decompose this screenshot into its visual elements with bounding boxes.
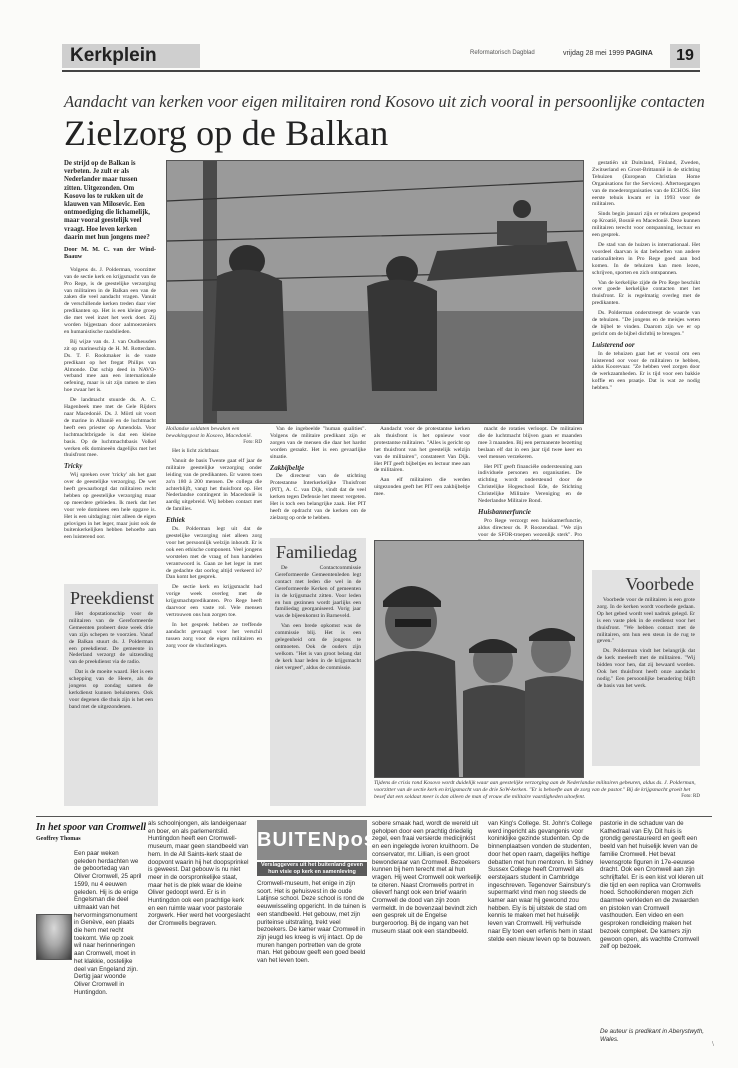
paragraph: gestatiën uit Duitsland, Finland, Zweden, Zwitserland en Groot-Brittannië in de stichting Tehuizen (European Christian Home Organisations for the Services). Aftertoegangen van de moederorganisaties van de ECHOS. Het eerste tehuis kwam er in 1993 voor de militairen. xyxy=(592,160,700,208)
masthead-rule xyxy=(62,70,700,72)
photo-caption xyxy=(166,426,262,446)
box-title: Familiedag xyxy=(276,542,357,562)
subheading: Zakbijbeltje xyxy=(270,463,305,472)
paragraph: Het PIT geeft financiële ondersteuning aan individuele personen en organisaties. De stichting wordt ondersteund door de Christelijke Hogeschool Ede, de Stichting Christelijke Militaire Vereniging en de Nederlandse Militaire Bond. xyxy=(478,463,582,505)
article-column-5 xyxy=(478,426,582,538)
buitenpost-logo: BUITENpost xyxy=(257,820,367,860)
soldiers-closeup-photo xyxy=(374,540,584,778)
subheading: Tricky xyxy=(64,462,83,471)
paragraph: Ds. Polderman legt uit dat de geestelijke verzorging niet alleen zorg voor het persoonlijk welzijn inhoudt. Er is ook een ethische component. Veel jongens worstelen met de vraag of hun handelen verantwoord is. Gaan ze het leger in met de gedachte dat oorlog altijd verkeerd is? Dan komt het gesprek. xyxy=(166,526,262,581)
paragraph: als schoolnjongen, als landeigenaar en boer, en als parlementslid. Huntingdon heeft een Cromwell-museum, maar geen standbeeld van hem. In de All Saints-kerk staat de doopvont waarin hij het doopsprinkel is geweest. Dat gebouw is nu niet meer in de oorspronkelijke staat, maar het is de plek waar de kleine Oliver gedoopt werd. Er is in Huntingdon ook een prachtige kerk en een ruimte waar voor pastorale zorgwerk. Hier werd het voorgeslacht der Cromwells begraven. xyxy=(148,820,251,928)
paragraph: Van de kerkelijke zijde de Pro Rege beschikt over goede kerkelijke contacten met het thuisfront. Er is regelmatig overleg met de predikanten. xyxy=(592,279,700,307)
page-label: PAGINA xyxy=(626,50,653,57)
article-column-3 xyxy=(270,426,366,532)
box-text xyxy=(270,565,366,801)
paragraph: Wij spreken over 'tricky' als het gaat over de geestelijke verzorging. De wet heeft gewaarborgd dat militairen recht hebben op geestelijke verzorging maar op meerdere gebieden. Ik merk dat het voor vele dominees een hele opgave is. Het is een uitdaging: niet alleen de eigen gelovigen in het leger, maar juist ook de buitenkerkelijken hebben behoefte aan een luisterend oor. xyxy=(64,472,156,541)
paragraph: Van de ingebeelde "human qualities". Volgens de militaire predikant zijn er zorgen van de mensen die daar het hardst worden geraakt. Het is een gevaarlijke situatie. xyxy=(270,426,366,460)
paragraph: macht de rotaties verloopt. De militairen die de luchtmacht blijven gaan er maanden mee 3 maanden. Bij een permanente bezetting beslaan elf dat in een jaar tijd twee keer en veel mensen verzekeren. xyxy=(478,426,582,460)
paragraph: De stad van de huizen is internationaal. Het voordeel daarvan is dat behoeften van andere nationaliteiten in Pro Rege goed aan bod komen. In de tehuizen kan men lezen, schrijven, sporten en zich ontspannen. xyxy=(592,241,700,276)
paragraph: Aandacht voor de protestantse kerken als thuisfront is het opnieuw voor protestantse militairen. "Alles is gericht op het thuisfront van het geestelijk welzijn van de militairen", constateert Van Dijk. Het PIT geeft bijbeltjes en lectuur mee aan de militairen. xyxy=(374,426,470,474)
newspaper-name: Reformatorisch Dagblad xyxy=(470,50,535,56)
paragraph: De Contactcommissie Gereformeerde Gemeentenleden legt contact met leden die wel in de Gereformeerde Kerken of gemeenten in de krijgsmacht zitten. Voor leden en hun gezinnen wordt jaarlijks een familiedag georganiseerd. Vorig jaar was de bijeenkomst in Barneveld. xyxy=(275,565,361,620)
soldiers-photo-illustration xyxy=(167,161,583,423)
box-title: Voorbede xyxy=(625,574,694,594)
box-text xyxy=(64,611,158,801)
closeup-photo-caption xyxy=(374,780,700,810)
subheading: Luisterend oor xyxy=(592,340,635,349)
bottom-column-1 xyxy=(36,850,142,1040)
author-signoff: De auteur is predikant in Aberystwyth, Wales. xyxy=(600,1028,704,1043)
familiedag-box xyxy=(270,538,366,806)
photo-credit: Foto: RD xyxy=(681,793,700,799)
paragraph: Voorbede voor de militairen is een grote zorg. In de kerken wordt voorbede gedaan. Op het gebed wordt veel nadruk gelegd. Er is een vaste plek in de eredienst voor het thuisfront. "We hebben contact met de militairen, om hun een steun in de rug te geven." xyxy=(597,597,695,645)
bottom-column-5 xyxy=(488,820,594,1040)
column-author: Geoffrey Thomas xyxy=(36,836,81,842)
photo-credit: Foto: RD xyxy=(243,439,262,445)
paragraph: Vanuit de basis Twente gaat elf jaar de militaire geestelijke verzorging onder leiding van de predikanten. Er waren toen zo'n 180 à 200 mensen. De collega die achterblijft, vangt het thuisfront op. Het Nederlandse contingent in Macedonië is aardig uitgebreid. Wij hebben contact met de families. xyxy=(166,457,262,513)
column-title: In het spoor van Cromwell xyxy=(36,822,147,833)
article-column-1 xyxy=(64,160,156,580)
preekdienst-box xyxy=(64,584,158,806)
article-column-2 xyxy=(166,448,262,806)
bottom-column-3 xyxy=(257,880,367,1040)
paragraph: pastorie in de schaduw van de Kathedraal van Ely. Dit huis is grondig gerestaureerd en geeft een beeld van het huiselijk leven van de familie Cromwell. Het bevat levensgrote figuren in 17e-eeuwse dracht. Ook een Cromwell aan zijn schrijftafel. Er is een kist vol kleren uit die tijd en een replica van Cromwells hoed. Schoolkinderen mogen zich daarmee verkleden en de zwaarden en pistolen van Cromwell vasthouden. Een video en een gesproken rondleiding maken het bezoek compleet. De kamers zijn gewoon open, als wachtte Cromwell zelf op bezoek. xyxy=(600,820,704,951)
soldiers-photo xyxy=(166,160,584,424)
voorbede-box xyxy=(592,570,700,766)
corner-mark: \ xyxy=(712,1040,714,1048)
issue-date xyxy=(563,50,653,57)
paragraph: De directeur van de stichting Protestantse Interkerkelijke Thuisfront (PIT), A. C. van Dijk, vindt dat de veel kerken tegen Defensie het meest vergeten. Het is toch een belangrijke zaak. Het PIT heeft de opdracht van de kerken om de zielzorg op orde te hebben. xyxy=(270,473,366,521)
buitenpost-tagline: Verslaggevers uit het buitenland geven hun visie op kerk en samenleving xyxy=(257,862,367,876)
paragraph: sobere smaak had, wordt de wereld uit geholpen door een prachtig driedelig zegel, een fraai versierde medicijnkist en een ingelegde ivoren kruithoorn. De conservator, mr. Lillian, is een groot bewonderaar van Cromwell. Bezoekers kunnen bij hem terecht met al hun vragen. Hij weet Cromwell ook werkelijk te citeren. Naast Cromwells portret in olieverf hangt ook een brief waarin Cromwell de dood van zijn zoon vermeldt. In de bovenzaal bevindt zich een gesprek uit de Engelse burgeroorlog. Bij de ingang van het museum staat ook een standbeeld. xyxy=(372,820,482,935)
article-headline: Zielzorg op de Balkan xyxy=(64,113,389,153)
caption-text: Tijdens de crisis rond Kosovo wordt duidelijk waar aan geestelijke verzorging aan de Nederlandse militairen gebeuren, aldus ds. J. Polderman, voorzitter van de sectie kerk en krijgsmacht van de drie SoW-kerken. "Er is behoefte aan de zorg van de pastor." Bij de krijgsmacht groeit het besef dat een soldaat meer is dan alleen de man of vrouw die militaire vaardigheden uitoefent. xyxy=(374,780,696,800)
paragraph: In de tehuizen gaat het er vooral om een luisterend oor voor de militairen te hebben, aldus Koorevaar. "Ze hebben veel zorgen door de werkzaamheden. Er is tijd voor een bakkie koffie en een praatje. Dat is wat ze nodig hebben." xyxy=(592,350,700,392)
paragraph: Van een brede opkomst was de commissie blij. Het is een gelegenheid om de jongens te ontmoeten. Ook de ouders zijn welkom. "Het is van groot belang dat de kerk haar leden in de krijgsmacht niet vergeet", aldus de commissie. xyxy=(275,623,361,671)
paragraph: Ds. Polderman vindt het belangrijk dat de kerk meeleeft met de militairen. "Wij bidden voor hen, dat zij bewaard worden. Ook het thuisfront heeft onze aandacht nodig." Een persoonlijke benadering blijft de basis van het werk. xyxy=(597,648,695,689)
article-kicker: Aandacht van kerken voor eigen militairen rond Kosovo uit zich vooral in persoonlijke contacten xyxy=(64,92,705,111)
paragraph: In het gesprek hebben ze treffende aandacht gevraagd voor het verschil tussen zorg voor de eigen militairen en zorg voor de vluchtelingen. xyxy=(166,621,262,649)
section-rule xyxy=(36,816,712,817)
paragraph: Ds. Polderman onderstreept de waarde van de tehuizen. "De jongens en de meisjes weten de bijbel te vinden. Daarom zijn we er op gericht om de bijbel dichtbij te brengen." xyxy=(592,310,700,337)
box-title: Preekdienst xyxy=(70,588,154,608)
article-column-6 xyxy=(592,160,700,566)
paragraph: De sectie kerk en krijgsmacht had vorige week overleg met de krijgsmachtpredikanten. Pro Rege heeft daarvoor een vaste rol. Vele mensen vertrouwen ons hun zorgen toe. xyxy=(166,584,262,618)
caption-text: Hollandse soldaten bewaken een bewakingspost in Kosovo, Macedonië. xyxy=(166,426,252,439)
paragraph: Het is licht zichtbaar. xyxy=(172,448,220,454)
subheading: Ethiek xyxy=(166,516,186,525)
page-number: 19 xyxy=(670,44,700,68)
bottom-column-2 xyxy=(148,820,252,1040)
issue-date-text: vrijdag 28 mei 1999 xyxy=(563,50,625,57)
paragraph: Bij wijze van ds. J. van Oudheusden zit op marineschip de H. M. Rotterdam. Ds. T. F. Rookmaker is de vaste predikant op het fregat Philips van Almonde. Dat schip deed in NAVO-verband mee aan een internationale oefening, maar is uit zijn ramen te zien hoe zwaar het is. xyxy=(64,338,156,394)
paragraph: Dat is de moeite waard. Het is een schepping van de Heere, als de jongens op zondag samen de kerkdienst kunnen beluisteren. Ook voor degenen die thuis zijn is het een band met de uitgezondenen. xyxy=(69,669,153,710)
paragraph: Volgens ds. J. Polderman, voorzitter van de sectie kerk en krijgsmacht van de Pro Rege, is de geestelijke verzorging van militairen in de Balkan een van de zaken die veel aandacht vragen. Vanuit de verschillende kerken treden daar vier predikanten op. Het is een kleine groep die met veel inzet het werk doet. Zij worden bijgestaan door aalmoezeniers en humanistische raadslieden. xyxy=(64,266,156,335)
paragraph: De landmacht stuurde ds. A. C. Hagenbeek mee met de Gele Rijders naar Macedonië. Ds. J. Mörtl uit voort de marine in Albanië en de luchtmacht heeft een priester op Amendola. Voor luchtmachtbrigade is dat een kleine basis. Op de luchtmachtbasis Volkel werken elk domineeën dagelijks met het thuisfront mee. xyxy=(64,397,156,459)
article-column-4 xyxy=(374,426,470,532)
subheading: Huisbannerfuncie xyxy=(478,507,531,516)
paragraph: Een paar weken geleden herdachten we de geboortedag van Oliver Cromwell, 25 april 1599, nu 4 eeuwen geleden. Hij is de enige Engelsman die deel uitmaakt van het hervormingsmonument in Genève, een plaats die hem met recht toekomt. Wie op zoek wil naar herinneringen aan Cromwell, moet in het klakkie, oostelijke deel van Engeland zijn. Dertig jaar woonde Oliver Cromwell in Huntingdon. xyxy=(74,850,142,996)
bottom-column-4 xyxy=(372,820,482,1040)
soldiers-closeup-illustration xyxy=(375,541,583,777)
paragraph: Pro Rege verzorgt een huiskamerfunctie, aldus directeur ds. P. Roozendaal. "We zijn voor de SFOR-troepen wezenlijk sterk". Pro xyxy=(478,517,582,538)
article-lead: De strijd op de Balkan is verbeten. Je zult er als Nederlander maar tussen zitten. Uitgezonden. Om Kosovo los te rukken uit de klauwen van Milosevic. Een ontmoediging die lichamelijk, maar vooral geestelijk veel vraagt. Hoe leven kerken daarin met hun jongens mee? xyxy=(64,160,150,241)
paragraph: van King's College. St. John's College werd ingericht als gevangenis voor koninklijke gezinde studenten. Op de binnenplaatsen vonden de studenten, door het open raam, dagelijks heftige debatten met hun mentoren. In Sidney Sussex College heeft Cromwell als eerstejaars student in Cambridge ingeschreven. Tegenover Sainsbury's supermarkt vind men nog steeds de kamer aan waar hij gewoond zou hebben. Ely is bij uitstek de stad om kennis te maken met het huiselijk leven van Cromwell. Hij verhuisde naar Ely toen een erfenis hem in staat stelde een nieuw leven op te bouwen. xyxy=(488,820,594,943)
section-title: Kerkplein xyxy=(62,44,200,68)
paragraph: Het dopstationschip voor de militairen van de Gereformeerde Gemeenten probeert deze week drie van zijn schepen te voorzien. Vanaf de Balkan stuurt ds. J. Polderman een preekdienst. De gemeente in Nederland verzorgt de uitzending van de preekdienst via de radio. xyxy=(69,611,153,666)
bottom-column-6 xyxy=(600,820,704,1026)
paragraph: Aan elf militairen die werden uitgezonden geeft het PIT een zakbijbeltje mee. xyxy=(374,477,470,498)
paragraph: Sinds begin januari zijn er tehuizen geopend op Kroatië, Bosnië en Macedonië. Deze kunnen militairen terecht voor ontspanning, lectuur en een gesprek. xyxy=(592,211,700,239)
paragraph: Cromwell-museum, het enige in zijn soort. Het is gehuisvest in de oude Latijnse school. Deze school is rond de eeuwwisseling opgericht. In de tuinen is een standbeeld. Het gebouw, met zijn puriteinse uitstraling, trekt veel bezoekers. De kamer waar Cromwell in zijn jeugd les kreeg is vrij intact. Op de muren hangen portretten van de grote man. Het gebouw geeft een goed beeld van het leven toen. xyxy=(257,880,367,965)
article-byline: Door M. M. C. van der Wind-Baauw xyxy=(64,246,156,260)
box-text xyxy=(592,597,700,761)
